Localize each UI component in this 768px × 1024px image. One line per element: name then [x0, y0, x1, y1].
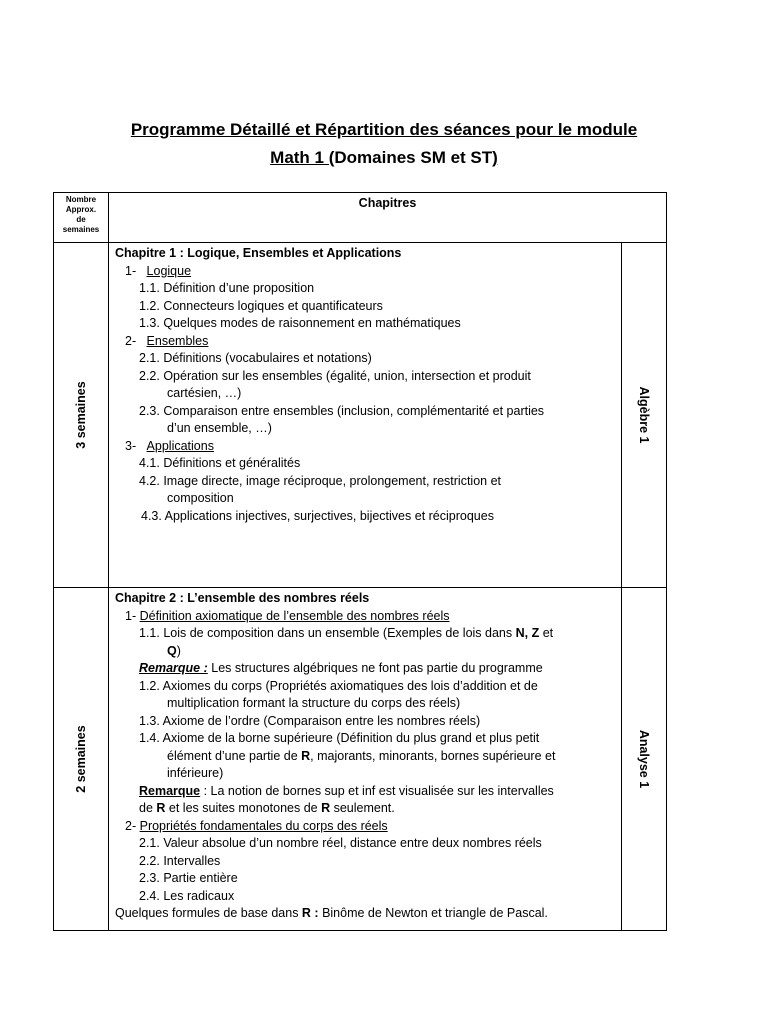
- set-symbol: R: [156, 801, 166, 815]
- header-chapters-label: Chapitres: [358, 196, 417, 210]
- remark-text: et les suites monotones de: [165, 801, 322, 815]
- note-text: Quelques formules de base dans: [115, 906, 302, 920]
- item-text: , majorants, minorants, bornes supérieure et: [310, 748, 556, 763]
- section-number: 2-: [125, 818, 137, 833]
- module-cell: [622, 243, 667, 588]
- section-heading: [115, 438, 617, 456]
- module-label: Analyse 1: [637, 729, 651, 789]
- chapter-content-cell: [109, 243, 622, 588]
- header-weeks-line: semaines: [62, 225, 100, 234]
- list-item: 4.1. Définitions et généralités: [139, 456, 301, 470]
- item-text: et: [539, 626, 554, 640]
- list-item-continuation: [115, 748, 617, 766]
- note-text: Binôme de Newton et triangle de Pascal.: [318, 906, 548, 920]
- list-item: 1.3. Axiome de l’ordre (Comparaison entre les nombres réels): [139, 713, 481, 728]
- header-weeks-line: de: [76, 215, 86, 224]
- program-table: [53, 192, 667, 931]
- list-item-continuation: [115, 643, 617, 661]
- list-item: 1.4. Axiome de la borne supérieure (Définition du plus grand et plus petit: [139, 731, 540, 745]
- list-item: 2.4. Les radicaux: [139, 888, 235, 903]
- chapter-title: Chapitre 1 : Logique, Ensembles et Applications: [115, 246, 402, 260]
- section-heading: [115, 263, 617, 281]
- section-heading: [115, 818, 617, 836]
- remark: [115, 660, 617, 678]
- list-item: 1.3. Quelques modes de raisonnement en mathématiques: [139, 316, 461, 330]
- section-title: Définition axiomatique de l’ensemble des nombres réels: [139, 608, 450, 623]
- weeks-cell: [54, 588, 109, 931]
- list-item-continuation: multiplication formant la structure du corps des réels): [167, 696, 461, 710]
- list-item: 2.1. Définitions (vocabulaires et notations): [139, 351, 372, 365]
- item-text: ): [176, 643, 181, 658]
- section-heading: [115, 333, 617, 351]
- set-symbol: R: [301, 748, 311, 763]
- list-item: 1.2. Connecteurs logiques et quantificateurs: [139, 298, 383, 313]
- section-title: Ensembles: [146, 333, 209, 348]
- module-cell: [622, 588, 667, 931]
- list-item: 4.3. Applications injectives, surjectives, bijectives et réciproques: [141, 508, 494, 523]
- set-symbol: Q: [167, 643, 177, 658]
- title-text-2c: ): [492, 148, 498, 167]
- header-chapters-cell: [109, 193, 667, 243]
- section-title: Logique: [146, 263, 192, 278]
- remark-continuation: [115, 800, 617, 818]
- item-text: élément d’une partie de: [167, 748, 302, 763]
- remark-text: Les structures algébriques ne font pas partie du programme: [207, 661, 543, 675]
- set-symbol: N: [515, 626, 525, 640]
- list-item-continuation: d’un ensemble, …): [167, 421, 272, 435]
- section-heading: [115, 608, 617, 626]
- title-text-1: Programme Détaillé et Répartition des séances pour le module: [130, 120, 638, 139]
- list-item: 2.2. Opération sur les ensembles (égalité, union, intersection et produit: [139, 368, 531, 383]
- list-item-continuation: inférieure): [167, 766, 224, 780]
- remark-text: : La notion de bornes sup et inf est visualisée sur les intervalles: [200, 783, 554, 798]
- set-symbol: R :: [301, 906, 319, 920]
- list-item: 1.2. Axiomes du corps (Propriétés axiomatiques des lois d’addition et de: [139, 678, 538, 693]
- set-symbol: Z: [531, 626, 540, 640]
- weeks-label: 3 semaines: [74, 381, 88, 449]
- module-label: Algèbre 1: [637, 386, 651, 444]
- header-weeks-line: Nombre: [65, 195, 97, 204]
- remark-label: Remarque: [139, 783, 201, 798]
- section-title: Propriétés fondamentales du corps des réels: [139, 818, 388, 833]
- list-item: 4.2. Image directe, image réciproque, prolongement, restriction et: [139, 473, 501, 488]
- header-weeks-cell: [54, 193, 109, 243]
- item-text: ,: [524, 626, 532, 640]
- list-item: 1.1. Définition d’une proposition: [139, 281, 315, 295]
- remark: [115, 783, 617, 801]
- table-header-row: [54, 193, 667, 243]
- document-title-line1: [0, 117, 768, 143]
- set-symbol: R: [321, 801, 331, 815]
- list-item: 2.2. Intervalles: [139, 853, 221, 868]
- chapter-content-cell: [109, 588, 622, 931]
- table-row: [54, 243, 667, 588]
- section-title: Applications: [146, 438, 214, 453]
- section-number: 1-: [125, 608, 137, 623]
- list-item-continuation: cartésien, …): [167, 386, 242, 400]
- list-item-continuation: composition: [167, 491, 234, 505]
- section-number: 3-: [125, 438, 137, 453]
- remark-text: de: [139, 801, 157, 815]
- final-note: [115, 905, 617, 923]
- weeks-cell: [54, 243, 109, 588]
- list-item: 2.3. Partie entière: [139, 871, 238, 885]
- list-item: 2.1. Valeur absolue d’un nombre réel, distance entre deux nombres réels: [139, 836, 542, 850]
- title-text-2b: Domaines SM et ST: [334, 148, 493, 167]
- title-text-2a: Math 1 (: [270, 148, 335, 167]
- item-text: 1.1. Lois de composition dans un ensemble (Exemples de lois dans: [139, 626, 516, 640]
- section-number: 2-: [125, 333, 137, 348]
- remark-text: seulement.: [330, 801, 395, 815]
- document-title-line2: [0, 145, 768, 171]
- list-item: [115, 625, 617, 643]
- chapter-title: Chapitre 2 : L’ensemble des nombres réels: [115, 591, 370, 605]
- list-item: 2.3. Comparaison entre ensembles (inclusion, complémentarité et parties: [139, 403, 545, 418]
- remark-label: Remarque :: [139, 661, 208, 675]
- weeks-label: 2 semaines: [74, 725, 88, 793]
- header-weeks-line: Approx.: [65, 205, 97, 214]
- table-row: [54, 588, 667, 931]
- section-number: 1-: [125, 263, 137, 278]
